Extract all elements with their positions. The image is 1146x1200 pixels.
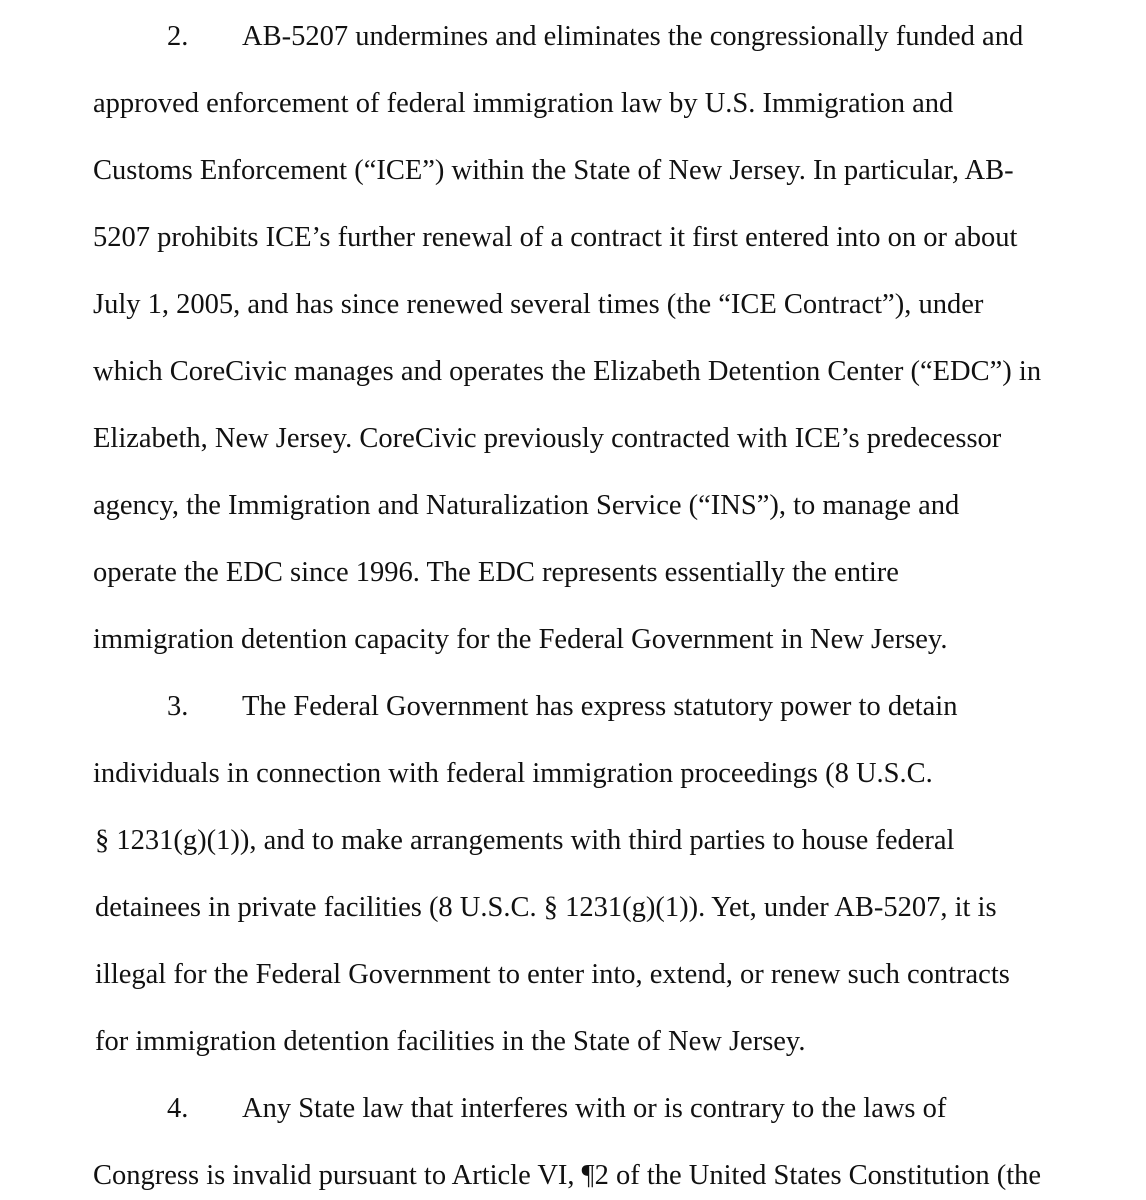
paragraph-line: which CoreCivic manages and operates the Elizabeth Detention Center (“EDC”) in <box>93 356 1042 387</box>
paragraph-number: 4. <box>167 1093 189 1124</box>
paragraph-line: illegal for the Federal Government to enter into, extend, or renew such contracts <box>95 959 1010 990</box>
paragraph-line: agency, the Immigration and Naturalization Service (“INS”), to manage and <box>93 490 960 521</box>
paragraph-line: § 1231(g)(1)), and to make arrangements with third parties to house federal <box>95 825 955 856</box>
paragraph-line: Any State law that interferes with or is contrary to the laws of <box>242 1093 947 1124</box>
paragraph-number: 2. <box>167 21 189 52</box>
paragraph-line: for immigration detention facilities in the State of New Jersey. <box>95 1026 806 1057</box>
paragraph-line: Congress is invalid pursuant to Article VI, ¶2 of the United States Constitution (the <box>93 1160 1042 1191</box>
paragraph-line: immigration detention capacity for the Federal Government in New Jersey. <box>93 624 948 655</box>
paragraph-line: detainees in private facilities (8 U.S.C. § 1231(g)(1)). Yet, under AB-5207, it is <box>95 892 997 923</box>
paragraph-line: Elizabeth, New Jersey. CoreCivic previously contracted with ICE’s predecessor <box>93 423 1002 454</box>
paragraph-line: approved enforcement of federal immigration law by U.S. Immigration and <box>93 88 954 119</box>
paragraph-line: operate the EDC since 1996. The EDC represents essentially the entire <box>93 557 899 588</box>
paragraph-line: 5207 prohibits ICE’s further renewal of a contract it first entered into on or about <box>93 222 1018 253</box>
paragraph-line: AB-5207 undermines and eliminates the congressionally funded and <box>242 21 1024 52</box>
paragraph-number: 3. <box>167 691 189 722</box>
paragraph-line: July 1, 2005, and has since renewed several times (the “ICE Contract”), under <box>93 289 984 320</box>
paragraph-line: The Federal Government has express statutory power to detain <box>242 691 958 722</box>
paragraph-line: Customs Enforcement (“ICE”) within the State of New Jersey. In particular, AB- <box>93 155 1014 186</box>
paragraph-line: individuals in connection with federal immigration proceedings (8 U.S.C. <box>93 758 933 789</box>
